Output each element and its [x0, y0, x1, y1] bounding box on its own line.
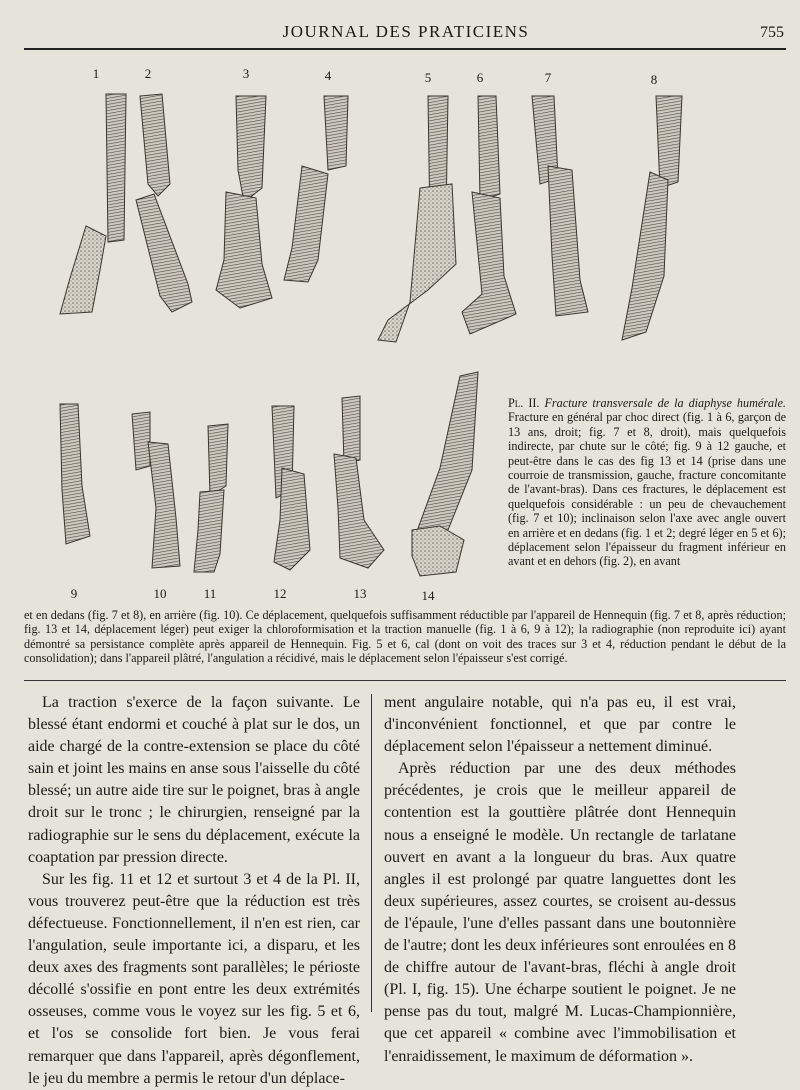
plate-caption-text: Fracture en général par choc direct (fig. 1 à 6, garçon de 13 ans, droit; fig. 7 et 8, droit), mais quelquefois indirecte, par chute sur le côté; fig. 9 à 12 gauche, et peut-être dans le cas des fig 13 et 14 (prise dans une courroie de transmission, gauche, fracture concomitante de l'avant-bras). Dans ces fractures, le déplacement est quelquefois considérable : un peu de chevauchement (fig. 7 et 10); inclinaison selon l'axe avec angle ouvert en arrière et en dedans (fig. 1 et 2; degré léger en 5 et 6); déplacement selon l'épaisseur du fragment inférieur en avant et en dehors (fig. 2), en avant: [508, 410, 786, 569]
body-paragraph: Après réduction par une des deux méthodes précédentes, je crois que le meilleur appareil de contention est la gouttière plâtrée dont Hennequin nous a enseigné le modèle. Un rectangle de tarlatane ouvert en avant a la longueur du bras. Aux quatre angles il est prolongé par quatre languettes dont les deux supérieures, assez courtes, se croisent au-dessus de l'épaule, l'une d'elles passant dans une boutonnière de l'autre; dont les deux inférieures sont enroulées en 8 de chiffre autour de l'avant-bras, fléchi à angle droit (Pl. I, fig. 15). Une écharpe soutient le poignet. Je ne pense pas du tout, malgré M. Lucas-Championnière, que cet appareil « combine avec l'immobilisation et l'enraidissement, le maximum de déformation ».: [384, 760, 736, 1065]
fig10-upper-fragment: [132, 412, 150, 470]
figure-number: 4: [324, 68, 332, 83]
fig8-upper-fragment: [656, 96, 682, 188]
plate-title: Fracture transversale de la diaphyse humérale.: [544, 396, 786, 410]
fig4-lower-fragment: [284, 166, 328, 282]
figure-number: 1: [92, 66, 100, 81]
fig14-fragment: [416, 372, 478, 544]
fig2-upper-fragment: [140, 94, 170, 196]
figure-number: 8: [650, 72, 658, 87]
page-header: [28, 20, 784, 46]
section-rule: [24, 680, 786, 681]
figure-number: 9: [70, 586, 78, 601]
figure-number: 12: [273, 586, 287, 601]
figure-number: 5: [424, 70, 432, 85]
fig1-upper-fragment: [106, 94, 126, 242]
fig6-upper-fragment: [478, 96, 500, 200]
body-paragraph: Sur les fig. 11 et 12 et surtout 3 et 4 de la Pl. II, vous trouverez peut-être que la réduction est très défectueuse. Fonctionnellement, il n'en est rien, car l'angulation, seule importante ici, a disparu, et les deux axes des fragments sont parallèles; le périoste décollé s'ossifie en pont entre les deux extrémités osseuses, comme vous le voyez sur les fig. 5 et 6, et l'os se consolide fort bien. Je vous ferai remarquer que dans l'appareil, après dégonflement, le jeu du membre a permis le retour d'un déplace-: [28, 870, 360, 1087]
figure-number: 6: [476, 70, 484, 85]
figure-number: 13: [353, 586, 367, 601]
plate-label: Pl. II.: [508, 396, 540, 410]
fig10-lower-fragment: [148, 442, 180, 568]
page-number: 755: [760, 24, 784, 41]
figure-number: 7: [544, 70, 552, 85]
body-paragraph: ment angulaire notable, qui n'a pas eu, il est vrai, d'inconvénient fonctionnel, et que par contre le déplacement selon l'épaisseur a nettement diminué.: [384, 694, 736, 756]
figure-number: 2: [144, 66, 152, 81]
figure-number: 14: [421, 588, 435, 603]
fig7-lower-fragment: [548, 166, 588, 316]
fig11-lower-fragment: [194, 490, 224, 572]
fig2-lower-fragment: [136, 194, 192, 312]
fig13-upper-fragment: [342, 396, 360, 464]
body-paragraph: La traction s'exerce de la façon suivante. Le blessé étant endormi et couché à plat sur le dos, un aide chargé de la contre-extension se place du côté sain et joint les mains en anse sous l'aisselle du côté blessé; un autre aide tire sur le poignet, bras à angle droit sur le tronc ; le chirurgien, renseigné par la radiographie sur le sens du déplacement, exécute la coaptation par pression directe.: [28, 694, 360, 866]
fig11-upper-fragment: [208, 424, 228, 496]
fig1-lower-fragment: [60, 226, 106, 314]
left-column: [28, 692, 360, 1090]
fig3-lower-fragment: [216, 192, 272, 308]
fig6-lower-fragment: [462, 192, 516, 334]
fig3-upper-fragment: [236, 96, 266, 202]
fig13-lower-fragment: [334, 454, 384, 568]
fig5-lower-fragment: [378, 184, 456, 342]
column-divider: [371, 694, 372, 1012]
figure-number: 3: [242, 66, 250, 81]
right-column: [384, 692, 736, 1068]
running-title: JOURNAL DES PRATICIENS: [282, 22, 530, 41]
fig8-lower-fragment: [622, 172, 668, 340]
plate-caption-continued: et en dedans (fig. 7 et 8), en arrière (fig. 10). Ce déplacement, quelquefois suffisamment réductible par l'appareil de Hennequin (fig. 7 et 8, après réduction; fig. 13 et 14, déplacement léger) peut exiger la chloroformisation et la traction manuelle (fig. 1 à 6, 9 à 12); la radiographie (non reproduite ici) ayant démontré sa persistance complète après appareil de Hennequin. Fig. 5 et 6, cal (dont on voit des traces sur 3 et 4, réduction pendant le début de la consolidation); dans l'appareil plâtré, l'angulation a récidivé, mais le déplacement selon l'épaisseur s'est corrigé.: [24, 608, 786, 666]
fig9-fragment: [60, 404, 90, 544]
plate-caption: [508, 396, 786, 569]
fig14-joint: [412, 526, 464, 576]
fig4-upper-fragment: [324, 96, 348, 170]
figure-number: 11: [203, 586, 217, 601]
figure-number: 10: [153, 586, 167, 601]
